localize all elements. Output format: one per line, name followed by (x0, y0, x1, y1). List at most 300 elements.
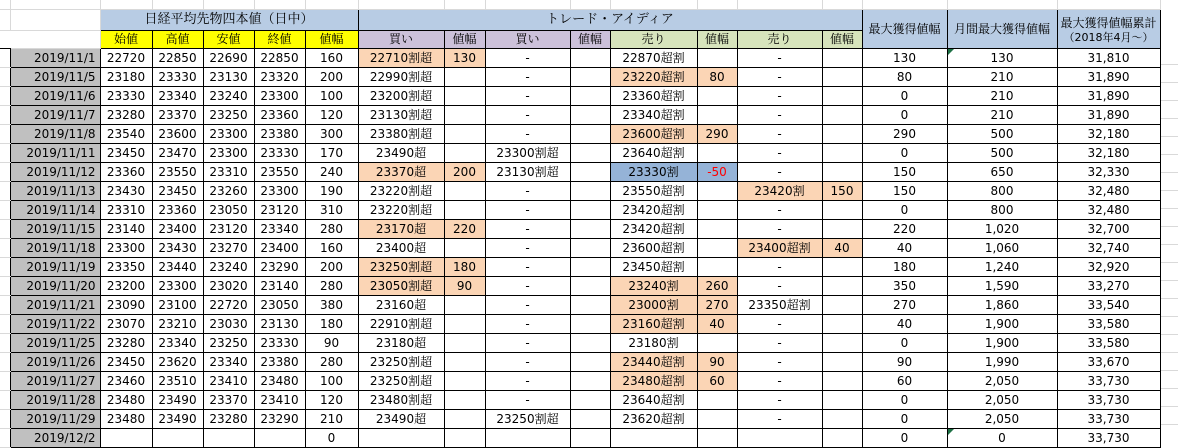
cell-date[interactable]: 2019/11/8 (10, 125, 100, 144)
cell-sell1[interactable]: 23600超割 (610, 239, 697, 258)
cell-buy2-range[interactable] (570, 49, 610, 68)
cell-monthly-max[interactable]: 800 (947, 201, 1057, 220)
cell-buy1-range[interactable] (444, 353, 485, 372)
cell-sell2-range[interactable] (822, 163, 862, 182)
cell-sell2[interactable]: - (737, 220, 822, 239)
cell-buy1-range[interactable] (444, 182, 485, 201)
cell-cumulative[interactable]: 31,810 (1057, 49, 1160, 68)
cell-sell2-range[interactable] (822, 296, 862, 315)
cell-range[interactable]: 310 (305, 201, 358, 220)
cell-buy2[interactable]: - (485, 106, 570, 125)
cell-low[interactable]: 23270 (203, 239, 254, 258)
cell-sell2-range[interactable]: 40 (822, 239, 862, 258)
cell-close[interactable]: 23380 (254, 125, 305, 144)
cell-sell2[interactable]: - (737, 353, 822, 372)
empty-cell[interactable] (10, 0, 100, 10)
cell-high[interactable]: 23620 (152, 353, 203, 372)
cell-close[interactable]: 23120 (254, 201, 305, 220)
cell-open[interactable]: 23180 (100, 68, 152, 87)
cell-sell2[interactable]: - (737, 372, 822, 391)
cell-range[interactable]: 200 (305, 258, 358, 277)
cell-low[interactable]: 23340 (203, 353, 254, 372)
cell-date[interactable]: 2019/11/20 (10, 277, 100, 296)
cell-buy1-range[interactable]: 200 (444, 163, 485, 182)
cell-close[interactable]: 23340 (254, 220, 305, 239)
cell-buy1[interactable]: 23220割超 (358, 201, 444, 220)
cell-low[interactable]: 23020 (203, 277, 254, 296)
cell-sell1-range[interactable] (697, 334, 737, 353)
cell-date[interactable]: 2019/11/15 (10, 220, 100, 239)
cell-sell1[interactable]: 23420超割 (610, 201, 697, 220)
empty-cell[interactable] (358, 0, 444, 10)
cell-high[interactable]: 23300 (152, 277, 203, 296)
empty-cell[interactable] (697, 0, 737, 10)
cell-buy1-range[interactable]: 180 (444, 258, 485, 277)
cell-sell2-range[interactable] (822, 49, 862, 68)
cell-low[interactable]: 23370 (203, 391, 254, 410)
cell-sell1[interactable]: 23000割 (610, 296, 697, 315)
cell-max-range[interactable]: 0 (862, 106, 947, 125)
cell-sell2[interactable]: - (737, 125, 822, 144)
cell-sell2-range[interactable] (822, 334, 862, 353)
cell-max-range[interactable]: 90 (862, 353, 947, 372)
empty-cell[interactable] (610, 0, 697, 10)
cell-buy1[interactable]: 22990割超 (358, 68, 444, 87)
cell-cumulative[interactable]: 32,180 (1057, 144, 1160, 163)
cell-sell2-range[interactable] (822, 144, 862, 163)
cell-range[interactable]: 160 (305, 239, 358, 258)
cell-high[interactable]: 23340 (152, 334, 203, 353)
cell-high[interactable]: 23440 (152, 258, 203, 277)
cell-sell2[interactable]: - (737, 144, 822, 163)
header-buy2[interactable]: 買い (485, 31, 570, 49)
cell-sell1[interactable]: 23480超割 (610, 372, 697, 391)
cell-close[interactable]: 23290 (254, 258, 305, 277)
cell-sell1-range[interactable]: 290 (697, 125, 737, 144)
cell-high[interactable]: 23360 (152, 201, 203, 220)
cell-sell1[interactable]: 23160超割 (610, 315, 697, 334)
cell-monthly-max[interactable]: 500 (947, 125, 1057, 144)
header-open[interactable]: 始値 (100, 31, 152, 49)
cell-high[interactable]: 23340 (152, 87, 203, 106)
cell-low[interactable]: 22690 (203, 49, 254, 68)
empty-cell[interactable] (1057, 0, 1160, 10)
cell-date[interactable]: 2019/12/2 (10, 429, 100, 448)
header-trade-idea-title[interactable]: トレード・アイディア (358, 10, 862, 31)
empty-cell[interactable] (10, 10, 100, 31)
cell-max-range[interactable]: 0 (862, 410, 947, 429)
cell-buy2[interactable]: - (485, 372, 570, 391)
cell-buy2[interactable]: 23130割超 (485, 163, 570, 182)
cell-sell2-range[interactable] (822, 68, 862, 87)
cell-buy1-range[interactable] (444, 201, 485, 220)
cell-cumulative[interactable]: 32,180 (1057, 125, 1160, 144)
header-monthly-max-range[interactable]: 月間最大獲得値幅 (947, 10, 1057, 49)
cell-sell1-range[interactable] (697, 182, 737, 201)
cell-date[interactable]: 2019/11/11 (10, 144, 100, 163)
cell-buy1-range[interactable]: 220 (444, 220, 485, 239)
cell-buy2-range[interactable] (570, 372, 610, 391)
cell-range[interactable]: 0 (305, 429, 358, 448)
cell-buy1[interactable]: 23050割超 (358, 277, 444, 296)
cell-sell2[interactable]: 23400超割 (737, 239, 822, 258)
cell-sell1-range[interactable] (697, 391, 737, 410)
cell-low[interactable]: 23300 (203, 144, 254, 163)
cell-low[interactable]: 23410 (203, 372, 254, 391)
cell-sell1[interactable]: 22870超割 (610, 49, 697, 68)
cell-cumulative[interactable]: 32,330 (1057, 163, 1160, 182)
cell-buy2[interactable]: - (485, 334, 570, 353)
cell-low[interactable]: 23300 (203, 125, 254, 144)
cell-close[interactable]: 23300 (254, 87, 305, 106)
cell-max-range[interactable]: 80 (862, 68, 947, 87)
cell-buy1[interactable]: 22710割超 (358, 49, 444, 68)
header-high[interactable]: 高値 (152, 31, 203, 49)
cell-sell2-range[interactable] (822, 220, 862, 239)
cell-cumulative[interactable]: 33,730 (1057, 429, 1160, 448)
cell-monthly-max[interactable]: 210 (947, 87, 1057, 106)
cell-high[interactable]: 23450 (152, 182, 203, 201)
header-sell2[interactable]: 売り (737, 31, 822, 49)
cell-date[interactable]: 2019/11/27 (10, 372, 100, 391)
cell-sell1-range[interactable] (697, 106, 737, 125)
empty-cell[interactable] (862, 0, 947, 10)
cell-cumulative[interactable]: 33,580 (1057, 315, 1160, 334)
cell-open[interactable]: 23450 (100, 353, 152, 372)
cell-open[interactable]: 23300 (100, 239, 152, 258)
cell-monthly-max[interactable]: 650 (947, 163, 1057, 182)
cell-high[interactable]: 23330 (152, 68, 203, 87)
cell-date[interactable]: 2019/11/19 (10, 258, 100, 277)
cell-buy2-range[interactable] (570, 201, 610, 220)
cell-high[interactable]: 23470 (152, 144, 203, 163)
cell-range[interactable]: 100 (305, 87, 358, 106)
cell-monthly-max[interactable]: 1,990 (947, 353, 1057, 372)
cell-buy2-range[interactable] (570, 220, 610, 239)
header-buy1[interactable]: 買い (358, 31, 444, 49)
cell-sell1[interactable]: 23620超割 (610, 410, 697, 429)
cell-sell2-range[interactable] (822, 201, 862, 220)
cell-cumulative[interactable]: 32,480 (1057, 201, 1160, 220)
cell-open[interactable]: 23280 (100, 106, 152, 125)
cell-sell1-range[interactable] (697, 49, 737, 68)
cell-buy2-range[interactable] (570, 391, 610, 410)
cell-sell2-range[interactable] (822, 106, 862, 125)
cell-buy1[interactable]: 23130割超 (358, 106, 444, 125)
cell-buy1[interactable]: 22910割超 (358, 315, 444, 334)
cell-buy2[interactable] (485, 429, 570, 448)
cell-monthly-max[interactable]: 0 (947, 429, 1057, 448)
cell-max-range[interactable]: 0 (862, 87, 947, 106)
header-sell1[interactable]: 売り (610, 31, 697, 49)
cell-sell2[interactable]: - (737, 163, 822, 182)
cell-date[interactable]: 2019/11/25 (10, 334, 100, 353)
cell-monthly-max[interactable]: 1,590 (947, 277, 1057, 296)
cell-buy2[interactable]: - (485, 68, 570, 87)
cell-buy1-range[interactable]: 130 (444, 49, 485, 68)
cell-buy1-range[interactable] (444, 315, 485, 334)
cell-sell2[interactable]: - (737, 334, 822, 353)
cell-low[interactable]: 23240 (203, 87, 254, 106)
header-buy1-range[interactable]: 値幅 (444, 31, 485, 49)
cell-monthly-max[interactable]: 1,240 (947, 258, 1057, 277)
empty-cell[interactable] (444, 0, 485, 10)
cell-sell1-range[interactable]: -50 (697, 163, 737, 182)
cell-date[interactable]: 2019/11/1 (10, 49, 100, 68)
cell-range[interactable]: 120 (305, 391, 358, 410)
cell-buy1-range[interactable] (444, 296, 485, 315)
cell-sell1-range[interactable] (697, 201, 737, 220)
cell-buy1-range[interactable]: 90 (444, 277, 485, 296)
cell-buy2[interactable]: - (485, 239, 570, 258)
cell-close[interactable]: 23130 (254, 315, 305, 334)
cell-buy2-range[interactable] (570, 182, 610, 201)
cell-open[interactable]: 23280 (100, 334, 152, 353)
cell-buy1-range[interactable] (444, 239, 485, 258)
cell-range[interactable]: 210 (305, 410, 358, 429)
cell-buy1-range[interactable] (444, 429, 485, 448)
cell-sell2[interactable]: - (737, 410, 822, 429)
cell-buy2-range[interactable] (570, 125, 610, 144)
cell-max-range[interactable]: 150 (862, 182, 947, 201)
cell-sell1[interactable]: 23550超割 (610, 182, 697, 201)
cell-buy1-range[interactable] (444, 144, 485, 163)
cell-cumulative[interactable]: 33,730 (1057, 410, 1160, 429)
empty-cell[interactable] (305, 0, 358, 10)
cell-high[interactable]: 23490 (152, 391, 203, 410)
cell-open[interactable]: 23350 (100, 258, 152, 277)
header-sell2-range[interactable]: 値幅 (822, 31, 862, 49)
cell-cumulative[interactable]: 33,580 (1057, 334, 1160, 353)
cell-buy1[interactable]: 23380割超 (358, 125, 444, 144)
cell-close[interactable]: 23380 (254, 353, 305, 372)
cell-open[interactable]: 23460 (100, 372, 152, 391)
cell-range[interactable]: 380 (305, 296, 358, 315)
cell-date[interactable]: 2019/11/22 (10, 315, 100, 334)
cell-sell2[interactable]: - (737, 68, 822, 87)
cell-cumulative[interactable]: 33,270 (1057, 277, 1160, 296)
cell-sell1-range[interactable]: 270 (697, 296, 737, 315)
cell-range[interactable]: 280 (305, 277, 358, 296)
cell-buy1-range[interactable] (444, 68, 485, 87)
cell-buy1-range[interactable] (444, 372, 485, 391)
cell-monthly-max[interactable]: 500 (947, 144, 1057, 163)
header-range[interactable]: 値幅 (305, 31, 358, 49)
cell-low[interactable]: 23310 (203, 163, 254, 182)
cell-high[interactable]: 23210 (152, 315, 203, 334)
empty-cell[interactable] (10, 31, 100, 49)
cell-sell2-range[interactable] (822, 125, 862, 144)
cell-cumulative[interactable]: 33,540 (1057, 296, 1160, 315)
empty-cell[interactable] (737, 0, 822, 10)
cell-sell1-range[interactable] (697, 144, 737, 163)
cell-low[interactable]: 23130 (203, 68, 254, 87)
cell-high[interactable]: 23430 (152, 239, 203, 258)
cell-buy1[interactable]: 23220割超 (358, 182, 444, 201)
cell-buy2[interactable]: 23250割超 (485, 410, 570, 429)
cell-date[interactable]: 2019/11/7 (10, 106, 100, 125)
cell-sell1[interactable]: 23640超割 (610, 144, 697, 163)
cell-high[interactable]: 23550 (152, 163, 203, 182)
cell-max-range[interactable]: 130 (862, 49, 947, 68)
header-ohlc-title[interactable]: 日経平均先物四本値（日中） (100, 10, 358, 31)
cell-close[interactable]: 23550 (254, 163, 305, 182)
cell-buy2-range[interactable] (570, 239, 610, 258)
cell-close[interactable]: 23330 (254, 144, 305, 163)
empty-cell[interactable] (254, 0, 305, 10)
cell-date[interactable]: 2019/11/13 (10, 182, 100, 201)
cell-date[interactable]: 2019/11/26 (10, 353, 100, 372)
cell-sell1-range[interactable] (697, 429, 737, 448)
cell-sell1-range[interactable]: 40 (697, 315, 737, 334)
cell-buy1[interactable]: 23200割超 (358, 87, 444, 106)
cell-max-range[interactable]: 290 (862, 125, 947, 144)
cell-max-range[interactable]: 0 (862, 429, 947, 448)
cell-sell2-range[interactable] (822, 258, 862, 277)
cell-monthly-max[interactable]: 210 (947, 106, 1057, 125)
cell-range[interactable]: 160 (305, 49, 358, 68)
cell-date[interactable]: 2019/11/29 (10, 410, 100, 429)
header-max-range[interactable]: 最大獲得値幅 (862, 10, 947, 49)
cell-buy1[interactable]: 23250割超 (358, 372, 444, 391)
cell-date[interactable]: 2019/11/12 (10, 163, 100, 182)
cell-range[interactable]: 300 (305, 125, 358, 144)
cell-high[interactable]: 23370 (152, 106, 203, 125)
cell-buy1[interactable]: 23490超 (358, 410, 444, 429)
cell-high[interactable]: 23490 (152, 410, 203, 429)
cell-buy2-range[interactable] (570, 429, 610, 448)
cell-buy2-range[interactable] (570, 296, 610, 315)
empty-cell[interactable] (0, 10, 10, 31)
cell-cumulative[interactable]: 33,730 (1057, 372, 1160, 391)
cell-sell1-range[interactable]: 80 (697, 68, 737, 87)
cell-max-range[interactable]: 0 (862, 201, 947, 220)
cell-close[interactable]: 23290 (254, 410, 305, 429)
header-cumulative-range[interactable] (1057, 10, 1160, 49)
cell-high[interactable] (152, 429, 203, 448)
cell-close[interactable]: 22850 (254, 49, 305, 68)
cell-buy2-range[interactable] (570, 106, 610, 125)
cell-buy1-range[interactable] (444, 87, 485, 106)
cell-sell2-range[interactable] (822, 315, 862, 334)
cell-max-range[interactable]: 60 (862, 372, 947, 391)
cell-open[interactable]: 23430 (100, 182, 152, 201)
cell-buy2-range[interactable] (570, 277, 610, 296)
cell-monthly-max[interactable]: 130 (947, 49, 1057, 68)
cell-buy2[interactable]: 23300割超 (485, 144, 570, 163)
cell-cumulative[interactable]: 33,670 (1057, 353, 1160, 372)
cell-low[interactable]: 23250 (203, 106, 254, 125)
cell-low[interactable] (203, 429, 254, 448)
cell-max-range[interactable]: 270 (862, 296, 947, 315)
header-buy2-range[interactable]: 値幅 (570, 31, 610, 49)
cell-buy1[interactable]: 23370超 (358, 163, 444, 182)
cell-buy2-range[interactable] (570, 163, 610, 182)
cell-open[interactable]: 23330 (100, 87, 152, 106)
cell-low[interactable]: 23240 (203, 258, 254, 277)
cell-date[interactable]: 2019/11/6 (10, 87, 100, 106)
cell-close[interactable]: 23480 (254, 372, 305, 391)
cell-high[interactable]: 23600 (152, 125, 203, 144)
cell-buy2[interactable]: - (485, 277, 570, 296)
cell-buy2[interactable]: - (485, 258, 570, 277)
cell-cumulative[interactable]: 32,700 (1057, 220, 1160, 239)
cell-buy1[interactable]: 23160超 (358, 296, 444, 315)
cell-low[interactable]: 23050 (203, 201, 254, 220)
cell-sell1[interactable]: 23360超割 (610, 87, 697, 106)
cell-buy2-range[interactable] (570, 144, 610, 163)
cell-buy2[interactable]: - (485, 125, 570, 144)
empty-cell[interactable] (570, 0, 610, 10)
cell-sell2-range[interactable] (822, 429, 862, 448)
cell-close[interactable]: 23140 (254, 277, 305, 296)
cell-open[interactable]: 23480 (100, 391, 152, 410)
cell-buy1[interactable]: 23250割超 (358, 258, 444, 277)
cell-sell1[interactable]: 23640超割 (610, 391, 697, 410)
cell-sell2-range[interactable] (822, 277, 862, 296)
cell-sell2[interactable]: - (737, 201, 822, 220)
cell-high[interactable]: 22850 (152, 49, 203, 68)
cell-low[interactable]: 23120 (203, 220, 254, 239)
cell-buy1[interactable]: 23170超 (358, 220, 444, 239)
cell-close[interactable]: 23410 (254, 391, 305, 410)
cell-sell1-range[interactable] (697, 258, 737, 277)
cell-max-range[interactable]: 220 (862, 220, 947, 239)
cell-cumulative[interactable]: 31,890 (1057, 87, 1160, 106)
cell-low[interactable]: 22720 (203, 296, 254, 315)
cell-max-range[interactable]: 0 (862, 144, 947, 163)
cell-close[interactable]: 23050 (254, 296, 305, 315)
cell-sell2[interactable]: - (737, 258, 822, 277)
cell-sell1-range[interactable] (697, 239, 737, 258)
cell-date[interactable]: 2019/11/14 (10, 201, 100, 220)
cell-range[interactable]: 280 (305, 220, 358, 239)
cell-open[interactable]: 23140 (100, 220, 152, 239)
cell-sell2[interactable]: 23420割 (737, 182, 822, 201)
cell-close[interactable] (254, 429, 305, 448)
cell-cumulative[interactable]: 32,740 (1057, 239, 1160, 258)
cell-cumulative[interactable]: 31,890 (1057, 68, 1160, 87)
cell-monthly-max[interactable]: 1,860 (947, 296, 1057, 315)
cell-max-range[interactable]: 350 (862, 277, 947, 296)
cell-date[interactable]: 2019/11/21 (10, 296, 100, 315)
cell-buy2-range[interactable] (570, 87, 610, 106)
cell-low[interactable]: 23250 (203, 334, 254, 353)
cell-low[interactable]: 23030 (203, 315, 254, 334)
cell-sell2-range[interactable] (822, 372, 862, 391)
empty-cell[interactable] (100, 0, 152, 10)
cell-open[interactable]: 23450 (100, 144, 152, 163)
cell-sell1[interactable] (610, 429, 697, 448)
cell-open[interactable]: 23090 (100, 296, 152, 315)
cell-monthly-max[interactable]: 210 (947, 68, 1057, 87)
cell-buy1-range[interactable] (444, 334, 485, 353)
empty-cell[interactable] (822, 0, 862, 10)
cell-cumulative[interactable]: 33,730 (1057, 391, 1160, 410)
cell-sell1-range[interactable]: 90 (697, 353, 737, 372)
cell-sell1-range[interactable] (697, 87, 737, 106)
header-low[interactable]: 安値 (203, 31, 254, 49)
header-close[interactable]: 終値 (254, 31, 305, 49)
cell-cumulative[interactable]: 31,890 (1057, 106, 1160, 125)
cell-buy2[interactable]: - (485, 296, 570, 315)
cell-max-range[interactable]: 150 (862, 163, 947, 182)
cell-buy2[interactable]: - (485, 220, 570, 239)
cell-buy2-range[interactable] (570, 353, 610, 372)
cell-date[interactable]: 2019/11/5 (10, 68, 100, 87)
cell-sell1[interactable]: 23340超割 (610, 106, 697, 125)
cell-sell2[interactable] (737, 429, 822, 448)
